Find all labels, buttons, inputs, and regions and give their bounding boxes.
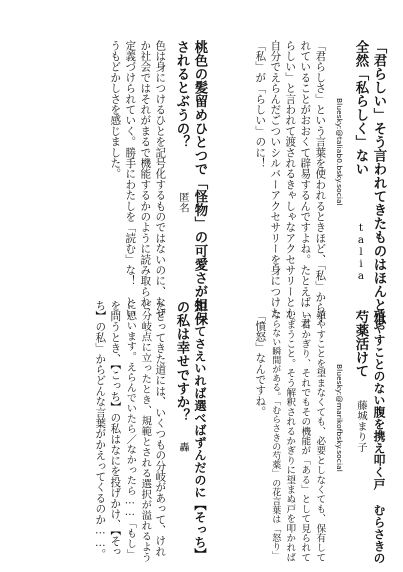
piece-2-body-line-2: か社会ではそれがまるで機能するかのように読み取られ、 — [139, 40, 152, 319]
piece-4-body-line-4: を問うとき、【こっち】の私はなにを投げかけ、【そっ — [109, 300, 122, 557]
piece-4-title-line-2: の私は幸せですか？ — [174, 300, 190, 423]
piece-4-body-line-5: ち】の私」からどんな言葉がかえってくるのか……。 — [94, 300, 107, 560]
piece-3-body-line-5: 「憤怒」なんですね。 — [254, 310, 267, 417]
piece-4-body-line-3: に思います。えらんでいたら／なかったら……「もし」 — [124, 300, 136, 560]
piece-1-title-line-1: 「君らしい」そう言われてきたものはほんとは — [371, 40, 387, 326]
piece-4-author: 轟 — [177, 442, 189, 453]
piece-4-body-line-2: ど分岐点に立ったとき、規範とされる選択が溢れるよう — [139, 300, 152, 563]
piece-2-body-line-3: 定義づけられていく。勝手にわたしを「読む」な！ とい — [124, 40, 137, 319]
piece-3-title-line-1: 殖やすことのない腹を携え叩く戸 むらさきの — [372, 310, 386, 565]
piece-1-author: talia — [355, 222, 367, 282]
piece-4-body-line-1: たどってきた道には、いくつもの分岐があって、けれ — [154, 300, 167, 557]
piece-2-title-line-2: されるとぶうの？ — [174, 40, 190, 149]
piece-3-handle: Bluesky:@marikofbsky.social — [335, 364, 344, 472]
piece-2-title-line-1: 桃色の髪留めひとつで「怪物」の可愛さが担保 — [192, 40, 208, 326]
piece-3-body-line-4: ならない瞬間がある。「むらさきの芍薬」の花言葉は「怒り」 — [270, 310, 281, 561]
piece-2-body-line-4: うもどかしさを感じました。 — [109, 40, 122, 180]
piece-1-body-line-5: 「私」が「らしい」のに！ — [254, 40, 267, 169]
piece-1-body-line-3: らしい」と言われて渡されるきゃしゃなアクセサリーとか。 — [284, 40, 297, 329]
piece-1-body-line-2: れていることがおおくて辟易するんですよね。たとえば「君 — [299, 40, 312, 329]
piece-1-body-line-1: 「君らしさ」という言葉を使われるときほど、「私」からず — [314, 40, 327, 324]
piece-4-title-line-1: 知ってさえいれば選べばずんだのに【そっち】 — [193, 300, 207, 561]
piece-3-author: 藤城まり子 — [355, 400, 367, 452]
piece-3-body-line-2: いるかぎり、それでもその機能が「ある」として見られて — [299, 310, 311, 563]
piece-3-body-line-1: 殖やすことを望まなくても、必要としなくても、保有して — [314, 310, 326, 563]
piece-1-handle: Bluesky:@taliab0.bsky.social — [335, 98, 344, 206]
piece-2-author: 匿名 — [177, 192, 189, 213]
piece-2-body-line-1: 色は身につけるひとを記号化するものではないのに、なぜ — [154, 40, 167, 319]
piece-3-title-line-2: 芍薬活けて — [353, 310, 369, 378]
piece-1-body-line-4: 自分でえらんだごついシルバーアクセサリーを身につけた — [269, 40, 282, 319]
piece-1-title-line-2: 全然「私らしく」ない — [353, 40, 369, 176]
piece-3-body-line-3: しまうこと。そう解釈されるかぎりに望まぬ戸を叩かれば — [284, 310, 296, 563]
